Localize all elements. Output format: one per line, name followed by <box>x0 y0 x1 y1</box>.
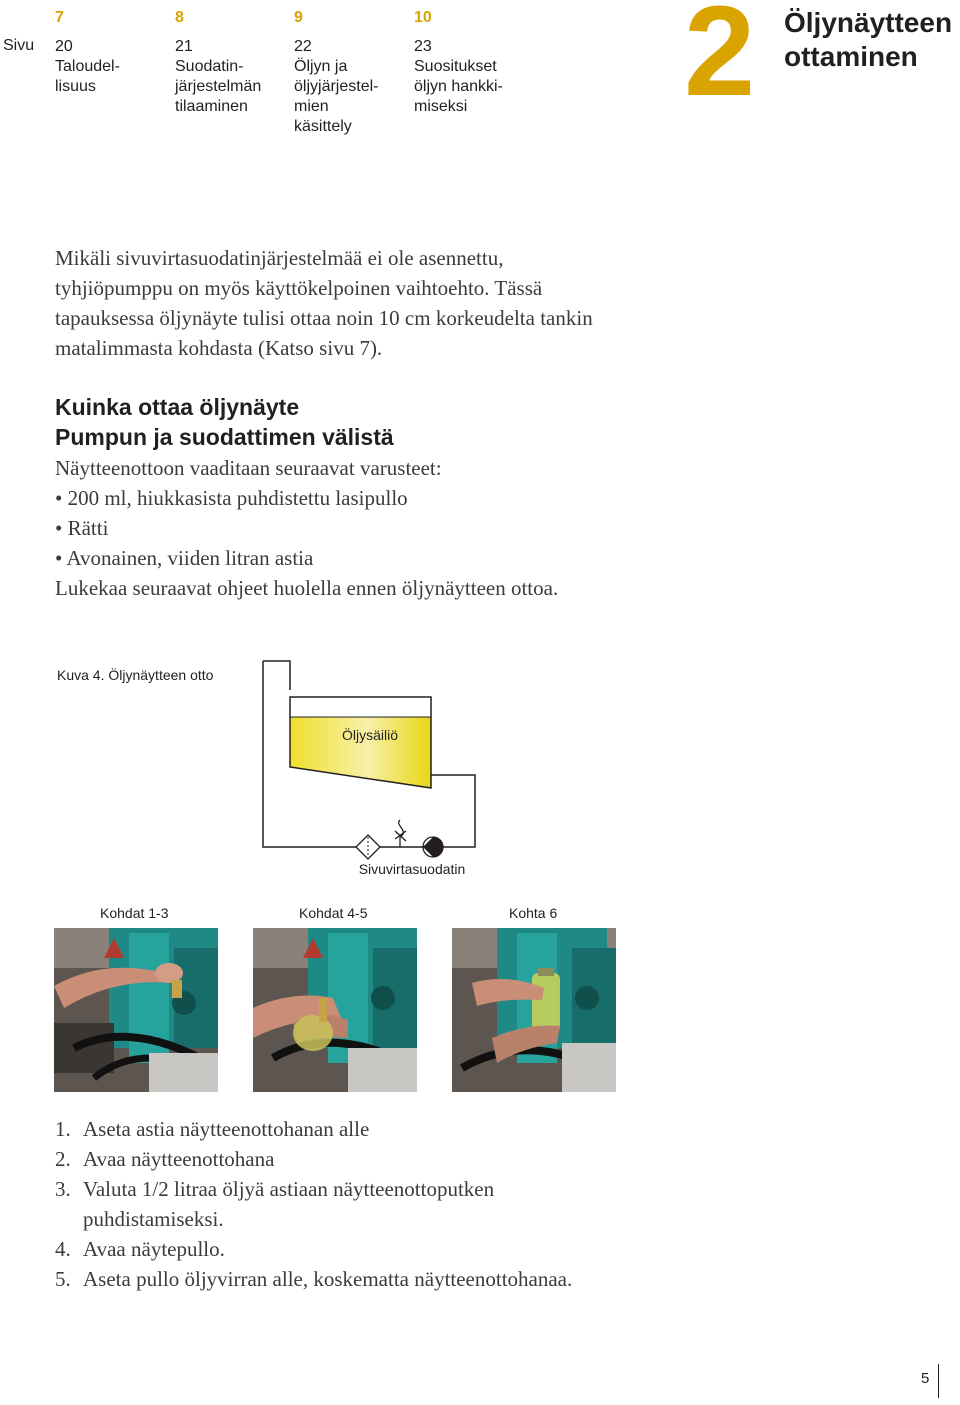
filter-label: Sivuvirtasuodatin <box>358 861 466 877</box>
nav-title-line: miseksi <box>414 98 468 115</box>
tank-label: Öljysäiliö <box>341 727 399 743</box>
photo-caption: Kohdat 1-3 <box>100 905 169 921</box>
chapter-number-10: 10 <box>414 9 432 26</box>
text-line: Lukekaa seuraavat ohjeet huolella ennen öljynäytteen ottoa. <box>55 576 559 600</box>
valve-icon <box>395 820 406 847</box>
step-item <box>55 1174 572 1234</box>
chapter-number-8: 8 <box>175 9 184 26</box>
step-text <box>83 1174 572 1234</box>
nav-title-line: mien <box>294 98 329 115</box>
step-item <box>55 1114 572 1144</box>
step-number: 5. <box>55 1267 71 1291</box>
list-item: • 200 ml, hiukkasista puhdistettu lasipullo <box>55 486 408 510</box>
list-item: • Rätti <box>55 516 109 540</box>
step-line: Avaa näytteenottohana <box>83 1147 275 1171</box>
nav-chapter-10[interactable] <box>414 37 503 117</box>
step-line: Aseta pullo öljyvirran alle, koskematta näytteenottohanaa. <box>83 1267 573 1291</box>
text-line: Mikäli sivuvirtasuodatinjärjestelmää ei ole asennettu, <box>55 246 504 270</box>
chapter-title-line: ottaminen <box>784 41 918 72</box>
figure-caption: Kuva 4. Öljynäytteen otto <box>57 667 214 683</box>
chapter-number-9: 9 <box>294 9 303 26</box>
heading-line: Kuinka ottaa öljynäyte <box>55 394 300 420</box>
nav-page-number: 22 <box>294 38 312 55</box>
nav-title-line: tilaaminen <box>175 98 248 115</box>
nav-title-line: lisuus <box>55 78 96 95</box>
text-line: tyhjiöpumppu on myös käyttökelpoinen vaihtoehto. Tässä <box>55 276 543 300</box>
nav-page-number: 23 <box>414 38 432 55</box>
step-text <box>83 1234 572 1264</box>
photo-steps-1-3 <box>54 928 218 1092</box>
text-line: Näytteenottoon vaaditaan seuraavat varusteet: <box>55 456 442 480</box>
page-number: 5 <box>921 1370 930 1387</box>
nav-title-line: Taloudel- <box>55 58 120 75</box>
nav-title-line: öljyn hankki- <box>414 78 503 95</box>
step-line: Aseta astia näytteenottohanan alle <box>83 1117 370 1141</box>
step-number: 3. <box>55 1177 71 1201</box>
step-item <box>55 1264 572 1294</box>
oil-sampling-diagram <box>250 655 490 890</box>
step-number: 1. <box>55 1117 71 1141</box>
photo-caption: Kohdat 4-5 <box>299 905 368 921</box>
photo-step-6 <box>452 928 616 1092</box>
photo-caption: Kohta 6 <box>509 905 558 921</box>
step-line: puhdistamiseksi. <box>83 1207 224 1231</box>
nav-chapter-8[interactable] <box>175 37 261 117</box>
nav-chapter-7[interactable] <box>55 37 120 97</box>
step-item <box>55 1144 572 1174</box>
nav-title-line: Suositukset <box>414 58 497 75</box>
step-item <box>55 1234 572 1264</box>
nav-page-number: 21 <box>175 38 193 55</box>
nav-page-number: 20 <box>55 38 73 55</box>
nav-title-line: käsittely <box>294 118 352 135</box>
list-item: • Avonainen, viiden litran astia <box>55 546 314 570</box>
equipment-list <box>55 453 558 603</box>
nav-title-line: järjestelmän <box>175 78 262 95</box>
heading-line: Pumpun ja suodattimen välistä <box>55 424 394 450</box>
instruction-steps <box>55 1114 572 1294</box>
chapter-number-7: 7 <box>55 9 64 26</box>
current-chapter-title <box>784 6 952 74</box>
intro-paragraph <box>55 243 593 363</box>
step-text <box>83 1144 572 1174</box>
text-line: tapauksessa öljynäyte tulisi ottaa noin 10 cm korkeudelta tankin <box>55 306 593 330</box>
nav-chapter-9[interactable] <box>294 37 378 137</box>
chapter-title-line: Öljynäytteen <box>784 7 953 38</box>
step-text <box>83 1264 572 1294</box>
page-number-divider <box>938 1364 939 1398</box>
page-index-label: Sivu <box>3 37 35 54</box>
photo-steps-4-5 <box>253 928 417 1092</box>
step-line: Avaa näytepullo. <box>83 1237 225 1261</box>
section-heading <box>55 392 394 452</box>
nav-title-line: Suodatin- <box>175 58 244 75</box>
pipe-line <box>263 661 290 690</box>
current-chapter-number: 2 <box>684 0 756 123</box>
pump-icon <box>423 837 443 857</box>
step-number: 2. <box>55 1147 71 1171</box>
nav-title-line: Öljyn ja <box>294 58 348 75</box>
text-line: matalimmasta kohdasta (Katso sivu 7). <box>55 336 383 360</box>
step-number: 4. <box>55 1237 71 1261</box>
step-text <box>83 1114 572 1144</box>
nav-title-line: öljyjärjestel- <box>294 78 379 95</box>
step-line: Valuta 1/2 litraa öljyä astiaan näytteenottoputken <box>83 1177 495 1201</box>
